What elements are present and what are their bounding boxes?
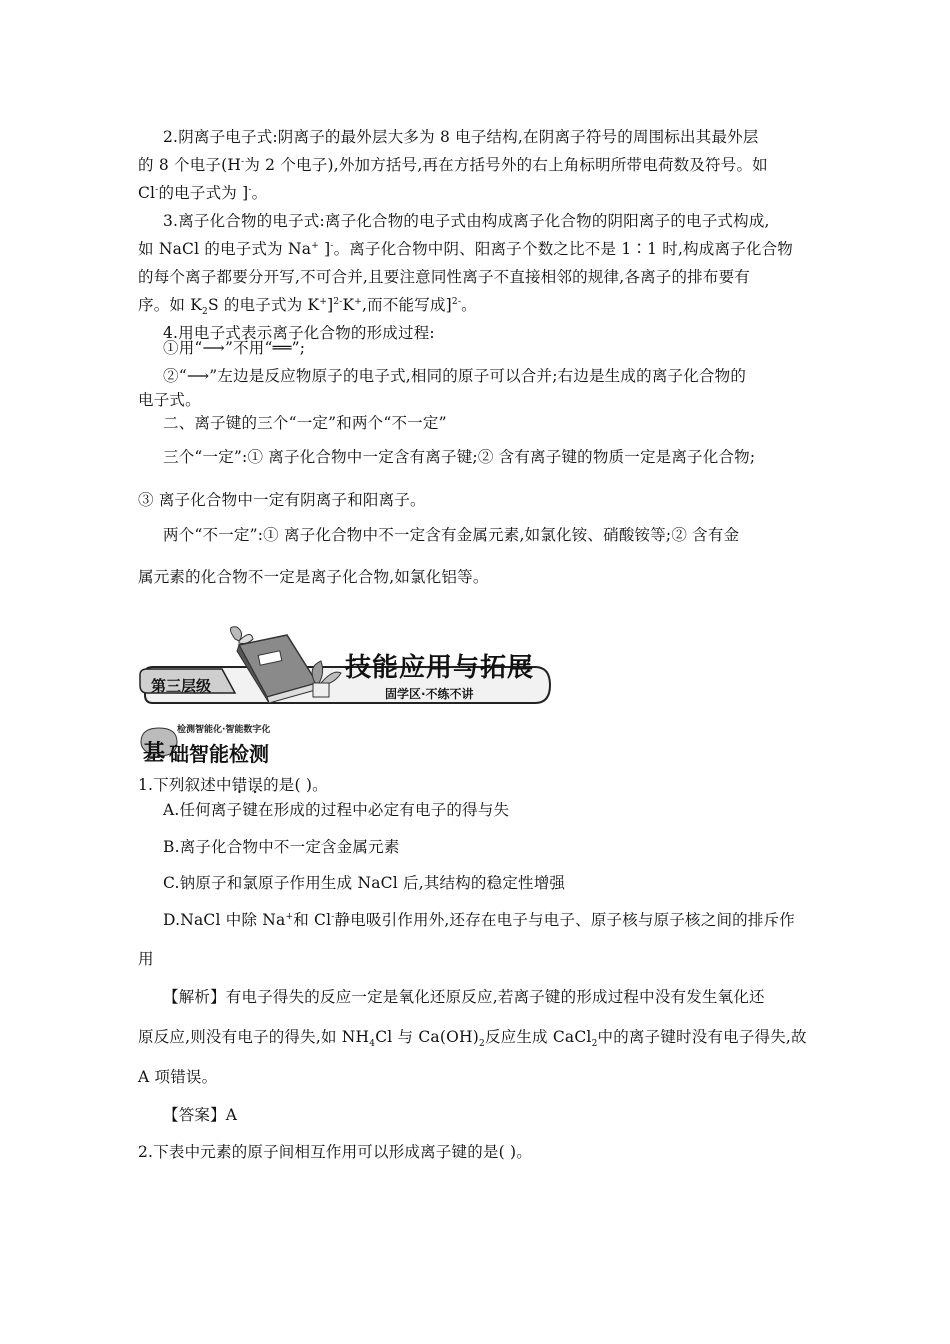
paragraph-ionic-compound-line3	[138, 263, 818, 291]
sub-banner-small-text: 检测智能化·智能数字化	[177, 725, 271, 735]
question-1-option-a	[163, 796, 843, 824]
text: 中的离子键时没有电子得失,故	[597, 1028, 807, 1046]
text: 【答案】A	[163, 1106, 238, 1124]
text: 电子式。	[138, 391, 201, 409]
paragraph-anion-line1	[163, 123, 843, 151]
paragraph-ionic-compound-line2	[138, 235, 818, 263]
text: 反应生成 CaCl	[484, 1028, 592, 1046]
superscript: -	[155, 184, 159, 195]
banner-title: 技能应用与拓展	[345, 653, 535, 683]
superscript: +	[354, 296, 363, 307]
banner-level-label: 第三层级	[151, 677, 212, 695]
text: 的 8 个电子(H	[138, 156, 242, 174]
text: Cl	[138, 184, 156, 202]
sub-section-banner	[137, 722, 307, 766]
butterfly-icon	[230, 627, 253, 644]
text: A 项错误。	[138, 1068, 218, 1086]
text: ①用“⟶”不用“══”;	[163, 339, 306, 357]
banner-subtitle: 固学区·不练不讲	[385, 687, 474, 701]
sub-banner-big-char: 基	[143, 741, 166, 766]
text: 原反应,则没有电子的得失,如 NH	[138, 1028, 370, 1046]
text: 为 2 个电子),外加方括号,再在方括号外的右上角标明所带电荷数及符号。如	[244, 156, 768, 174]
paragraph-ionic-compound-line4	[138, 291, 818, 319]
question-1-option-d	[163, 906, 843, 934]
paragraph-two-uncertain-line1	[163, 521, 843, 549]
text: ③ 离子化合物中一定有阴离子和阳离子。	[138, 491, 426, 509]
superscript: -	[331, 911, 335, 922]
text: 属元素的化合物不一定是离子化合物,如氯化铝等。	[138, 568, 489, 586]
section-banner	[137, 625, 552, 705]
text: 和 Cl	[293, 911, 332, 929]
question-1-option-c	[163, 869, 843, 897]
paragraph-arrow-rule	[163, 334, 843, 362]
paragraph-ionic-compound-line1	[163, 207, 843, 235]
question-1-analysis-line3	[138, 1063, 818, 1091]
text: B.离子化合物中不一定含金属元素	[163, 838, 400, 856]
text: 序。如 K	[138, 296, 203, 314]
text: 2.阴离子电子式:阴离子的最外层大多为 8 电子结构,在阴离子符号的周围标出其最外层	[163, 128, 759, 146]
paragraph-three-certain-line1	[163, 443, 843, 471]
text: 的电子式为 ]	[158, 184, 249, 202]
text: 的是( )。	[263, 776, 328, 794]
superscript: +	[319, 296, 328, 307]
subscript: 2	[202, 307, 208, 318]
text: ]	[318, 240, 331, 258]
subscript: 2	[479, 1039, 485, 1050]
text: ]	[327, 296, 334, 314]
question-1-option-d-line2	[138, 945, 818, 973]
text: K	[342, 296, 355, 314]
superscript: -	[330, 240, 334, 251]
text: 二、离子键的三个“一定”和两个“不一定”	[163, 414, 447, 432]
text: 如 NaCl 的电子式为 Na	[138, 240, 312, 258]
text: 4.用电子式表示离子化合物的形成过程:	[163, 324, 435, 342]
superscript: +	[311, 240, 319, 251]
question-1-stem	[138, 771, 818, 799]
text: 3.离子化合物的电子式:离子化合物的电子式由构成离子化合物的阴阳离子的电子式构成,	[163, 212, 770, 230]
superscript: 2-	[451, 296, 462, 307]
text: 两个“不一定”:① 离子化合物中不一定含有金属元素,如氯化铵、硝酸铵等;② 含有金	[163, 526, 740, 544]
question-2-stem	[138, 1138, 818, 1166]
text: ②“⟶”左边是反应物原子的电子式,相同的原子可以合并;右边是生成的离子化合物的	[163, 367, 747, 385]
paragraph-anion-line2	[138, 151, 818, 179]
superscript: 2-	[333, 296, 343, 307]
text: A.任何离子键在形成的过程中必定有电子的得与失	[163, 801, 510, 819]
text: D.NaCl 中除 Na	[163, 911, 286, 929]
subscript: 4	[369, 1039, 376, 1050]
text: C.钠原子和氯原子作用生成 NaCl 后,其结构的稳定性增强	[163, 874, 566, 892]
text: 【解析】有电子得失的反应一定是氧化还原反应,若离子键的形成过程中没有发生氧化还	[163, 988, 765, 1006]
superscript: +	[285, 911, 294, 922]
superscript: -	[248, 184, 252, 195]
section-heading-ionic-bond	[163, 409, 843, 437]
paragraph-two-uncertain-line2	[138, 563, 818, 591]
question-1-option-b	[163, 833, 843, 861]
sub-banner-title: 础智能检测	[169, 742, 269, 766]
emphasis-dot-char: 错	[231, 776, 248, 794]
question-1-analysis-line2	[138, 1023, 818, 1051]
text: S 的电子式为 K	[207, 296, 320, 314]
text: ,而不能写成]	[362, 296, 452, 314]
question-1-analysis-line1	[163, 983, 843, 1011]
paragraph-three-certain-line2	[138, 486, 818, 514]
text: 1.下列叙述中	[138, 776, 232, 794]
text: 的每个离子都要分开写,不可合并,且要注意同性离子不直接相邻的规律,各离子的排布要有	[138, 268, 750, 286]
text: Cl 与 Ca(OH)	[375, 1028, 479, 1046]
text: 用	[138, 950, 154, 968]
text: 。离子化合物中阴、阳离子个数之比不是 1∶1 时,构成离子化合物	[333, 240, 793, 258]
subscript: 2	[591, 1039, 598, 1050]
superscript: -	[241, 156, 245, 167]
text: 静电吸引作用外,还存在电子与电子、原子核与原子核之间的排斥作	[334, 911, 795, 929]
emphasis-dot-char: 误	[247, 776, 264, 794]
text: 。	[251, 184, 268, 202]
text: 三个“一定”:① 离子化合物中一定含有离子键;② 含有离子键的物质一定是离子化合物;	[163, 448, 756, 466]
text: 。	[461, 296, 477, 314]
text: 2.下表中元素的原子间相互作用可以形成离子键的是( )。	[138, 1143, 532, 1161]
paragraph-anion-line3	[138, 179, 818, 207]
question-1-answer	[163, 1101, 843, 1129]
